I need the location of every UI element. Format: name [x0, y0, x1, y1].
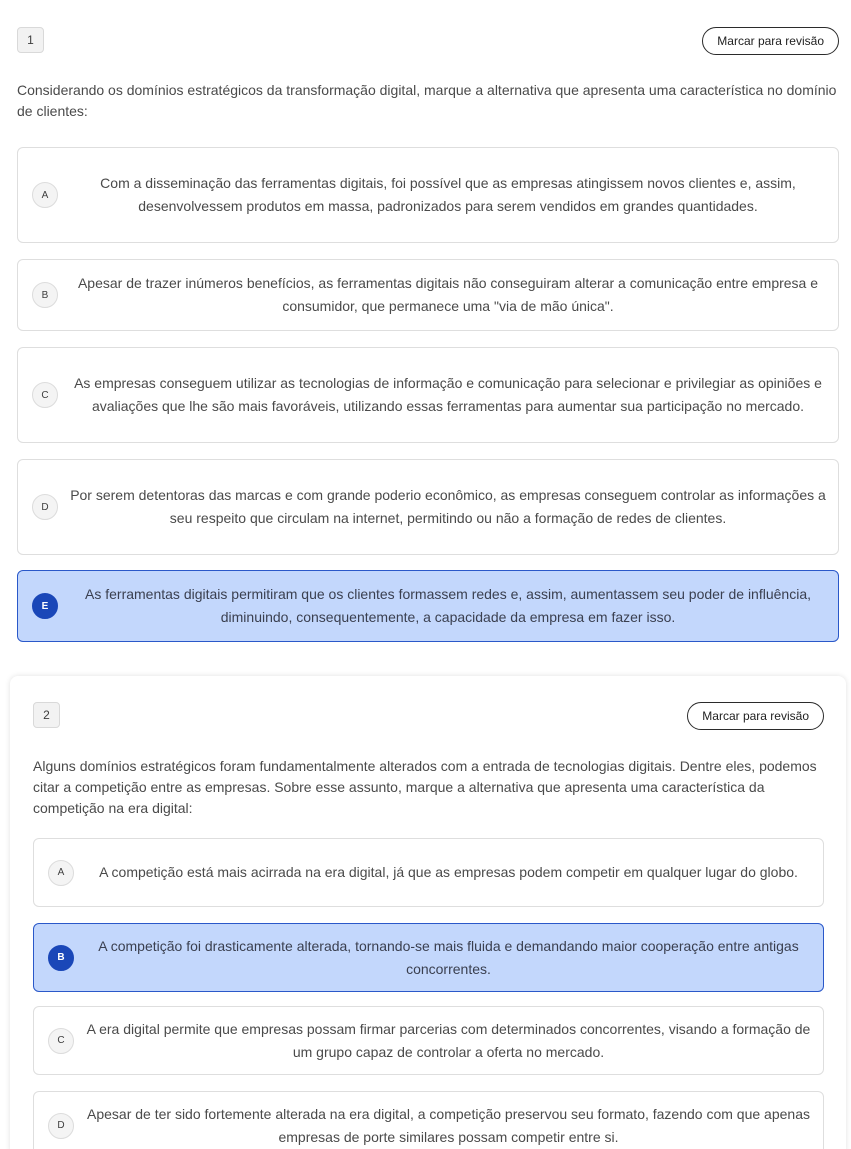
- question-number: 1: [17, 27, 44, 53]
- option-d[interactable]: [17, 459, 839, 555]
- option-letter: B: [48, 945, 74, 971]
- option-c[interactable]: [33, 1006, 824, 1075]
- question-number: 2: [33, 702, 60, 728]
- question-header: [17, 0, 839, 58]
- question-text: Alguns domínios estratégicos foram fundamentalmente alterados com a entrada de tecnologias digitais. Dentre eles, podemos citar a competição entre as empresas. Sobre esse assunto, marque a alternativa que apresenta uma característica da competição na era digital:: [33, 758, 817, 816]
- option-letter: C: [48, 1028, 74, 1054]
- option-text: Com a disseminação das ferramentas digitais, foi possível que as empresas atingissem novos clientes e, assim, desenvolvessem produtos em massa, padronizados para serem vendidos em grandes quantidades.: [100, 175, 796, 214]
- mark-for-review-button[interactable]: Marcar para revisão: [687, 702, 824, 730]
- option-a[interactable]: [17, 147, 839, 243]
- option-text: A competição foi drasticamente alterada, tornando-se mais fluida e demandando maior cooperação entre antigas concorrentes.: [98, 937, 799, 977]
- option-b-selected[interactable]: [33, 923, 824, 992]
- option-letter: C: [32, 382, 58, 408]
- option-text: Apesar de ter sido fortemente alterada na era digital, a competição preservou seu formato, fazendo com que apenas empresas de porte similares possam competir entre si.: [87, 1105, 810, 1145]
- question-2-card: [10, 676, 846, 1149]
- option-text: A competição está mais acirrada na era digital, já que as empresas podem competir em qualquer lugar do globo.: [99, 864, 798, 880]
- option-letter: D: [32, 494, 58, 520]
- option-d[interactable]: [33, 1091, 824, 1149]
- option-letter: A: [48, 860, 74, 886]
- option-a[interactable]: [33, 838, 824, 907]
- option-text: A era digital permite que empresas possam firmar parcerias com determinados concorrentes, visando a formação de um grupo capaz de controlar a oferta no mercado.: [86, 1020, 811, 1060]
- option-letter: A: [32, 182, 58, 208]
- option-text: As ferramentas digitais permitiram que os clientes formassem redes e, assim, aumentassem seu poder de influência, diminuindo, consequentemente, a capacidade da empresa em fazer isso.: [85, 586, 811, 625]
- mark-for-review-button[interactable]: Marcar para revisão: [702, 27, 839, 55]
- option-letter: D: [48, 1113, 74, 1139]
- question-header: [33, 676, 824, 734]
- option-text: Por serem detentoras das marcas e com grande poderio econômico, as empresas conseguem controlar as informações a seu respeito que circulam na internet, permitindo ou não a formação de redes de clientes.: [70, 487, 826, 526]
- option-e-selected[interactable]: [17, 570, 839, 642]
- option-b[interactable]: [17, 259, 839, 331]
- question-1: [17, 0, 839, 642]
- option-c[interactable]: [17, 347, 839, 443]
- option-text: As empresas conseguem utilizar as tecnologias de informação e comunicação para selecionar e privilegiar as opiniões e avaliações que lhe são mais favoráveis, utilizando essas ferramentas para aumentar sua participação no mercado.: [74, 375, 822, 414]
- option-text: Apesar de trazer inúmeros benefícios, as ferramentas digitais não conseguiram alterar a comunicação entre empresa e consumidor, que permanece uma "via de mão única".: [77, 275, 819, 314]
- option-letter: B: [32, 282, 58, 308]
- question-text: Considerando os domínios estratégicos da transformação digital, marque a alternativa que apresenta uma característica no domínio de clientes:: [17, 82, 837, 119]
- option-letter: E: [32, 593, 58, 619]
